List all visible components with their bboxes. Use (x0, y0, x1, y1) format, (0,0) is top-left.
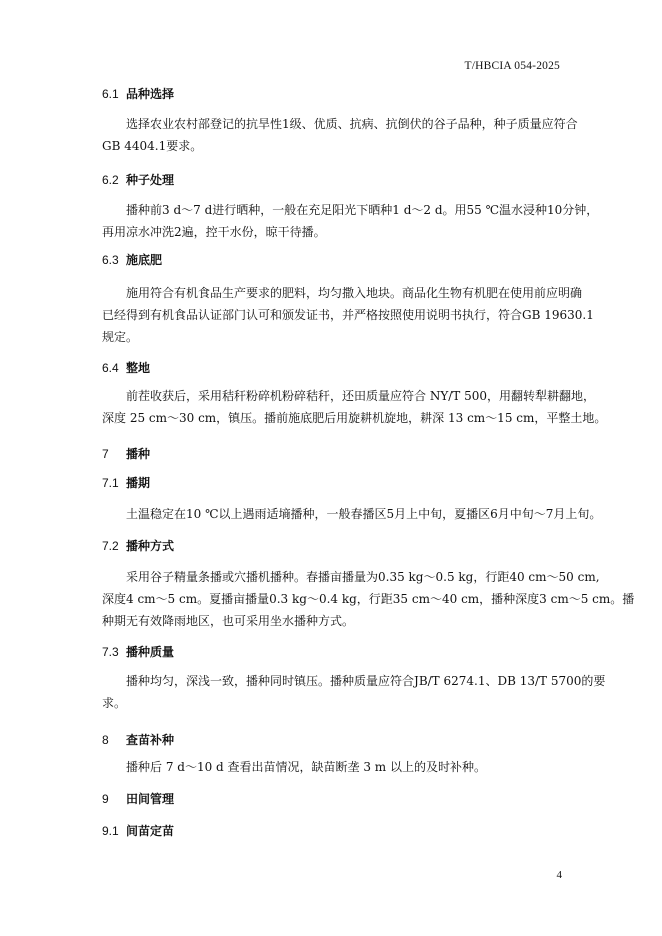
section-heading-7-1 (102, 474, 150, 491)
section-title: 种子处理 (126, 173, 175, 187)
section-number: 7.2 (102, 539, 119, 553)
section-title: 整地 (126, 361, 151, 375)
text-line: GB 4404.1要求。 (102, 139, 203, 153)
section-heading-8 (102, 731, 174, 748)
section-title: 播期 (126, 476, 151, 490)
text-line: 规定。 (102, 330, 139, 344)
text-line: 土温稳定在10 ℃以上遇雨适墒播种，一般春播区5月上中旬，夏播区6月中旬～7月上旬。 (126, 507, 602, 521)
section-title: 间苗定苗 (126, 824, 175, 838)
paragraph-7-1 (102, 503, 602, 525)
section-number: 9.1 (102, 824, 119, 838)
text-line: 播种均匀，深浅一致，播种同时镇压。播种质量应符合JB/T 6274.1、DB 13/T 5700的要 (126, 674, 606, 688)
text-line: 再用凉水冲洗2遍，控干水份，晾干待播。 (102, 225, 326, 239)
paragraph-7-2 (102, 566, 635, 632)
paragraph-7-3 (102, 670, 606, 714)
section-heading-7 (102, 445, 150, 462)
section-title: 田间管理 (126, 792, 175, 806)
section-number: 7.3 (102, 645, 119, 659)
section-heading-6-3 (102, 251, 162, 268)
section-title: 施底肥 (126, 253, 163, 267)
document-id-header: T/HBCIA 054-2025 (464, 60, 560, 72)
section-heading-6-4 (102, 359, 150, 376)
section-number: 9 (102, 792, 109, 806)
paragraph-6-1 (102, 113, 578, 157)
text-line: 播种前3 d～7 d进行晒种，一般在充足阳光下晒种1 d～2 d。用55 ℃温水浸种10分钟， (126, 203, 599, 217)
section-heading-7-2 (102, 537, 174, 554)
page-number: 4 (556, 869, 562, 881)
text-line: 种期无有效降雨地区，也可采用坐水播种方式。 (102, 614, 355, 628)
section-number: 6.3 (102, 253, 119, 267)
section-title: 播种 (126, 447, 151, 461)
section-heading-7-3 (102, 643, 174, 660)
paragraph-8 (102, 756, 562, 778)
section-heading-9 (102, 790, 174, 807)
text-line: 前茬收获后，采用秸秆粉碎机粉碎秸秆，还田质量应符合 NY/T 500，用翻转犁耕翻地， (126, 389, 596, 403)
text-line: 选择农业农村部登记的抗旱性1级、优质、抗病、抗倒伏的谷子品种，种子质量应符合 (126, 117, 578, 131)
text-line: 深度4 cm～5 cm。夏播亩播量0.3 kg～0.4 kg，行距35 cm～40 cm，播种深度3 cm～5 cm。播 (102, 592, 635, 606)
section-heading-6-2 (102, 171, 174, 188)
section-title: 查苗补种 (126, 733, 175, 747)
section-number: 6.1 (102, 87, 119, 101)
text-line: 深度 25 cm～30 cm，镇压。播前施底肥后用旋耕机旋地，耕深 13 cm～15 cm，平整土地。 (102, 411, 607, 425)
paragraph-6-2 (102, 199, 599, 243)
text-line: 已经得到有机食品认证部门认可和颁发证书，并严格按照使用说明书执行，符合GB 19630.1 (102, 308, 594, 322)
section-number: 8 (102, 733, 109, 747)
section-number: 7.1 (102, 476, 119, 490)
section-number: 6.2 (102, 173, 119, 187)
section-title: 品种选择 (126, 87, 175, 101)
section-title: 播种方式 (126, 539, 175, 553)
section-number: 6.4 (102, 361, 119, 375)
paragraph-6-4 (102, 385, 607, 429)
section-number: 7 (102, 447, 109, 461)
text-line: 求。 (102, 696, 127, 710)
paragraph-6-3 (102, 282, 594, 348)
section-heading-9-1 (102, 822, 174, 839)
text-line: 采用谷子精量条播或穴播机播种。春播亩播量为0.35 kg～0.5 kg，行距40 cm～50 cm, (126, 570, 600, 584)
section-heading-6-1 (102, 85, 174, 102)
text-line: 播种后 7 d～10 d 查看出苗情况，缺苗断垄 3 m 以上的及时补种。 (126, 760, 486, 774)
section-title: 播种质量 (126, 645, 175, 659)
text-line: 施用符合有机食品生产要求的肥料，均匀撒入地块。商品化生物有机肥在使用前应明确 (126, 286, 583, 300)
